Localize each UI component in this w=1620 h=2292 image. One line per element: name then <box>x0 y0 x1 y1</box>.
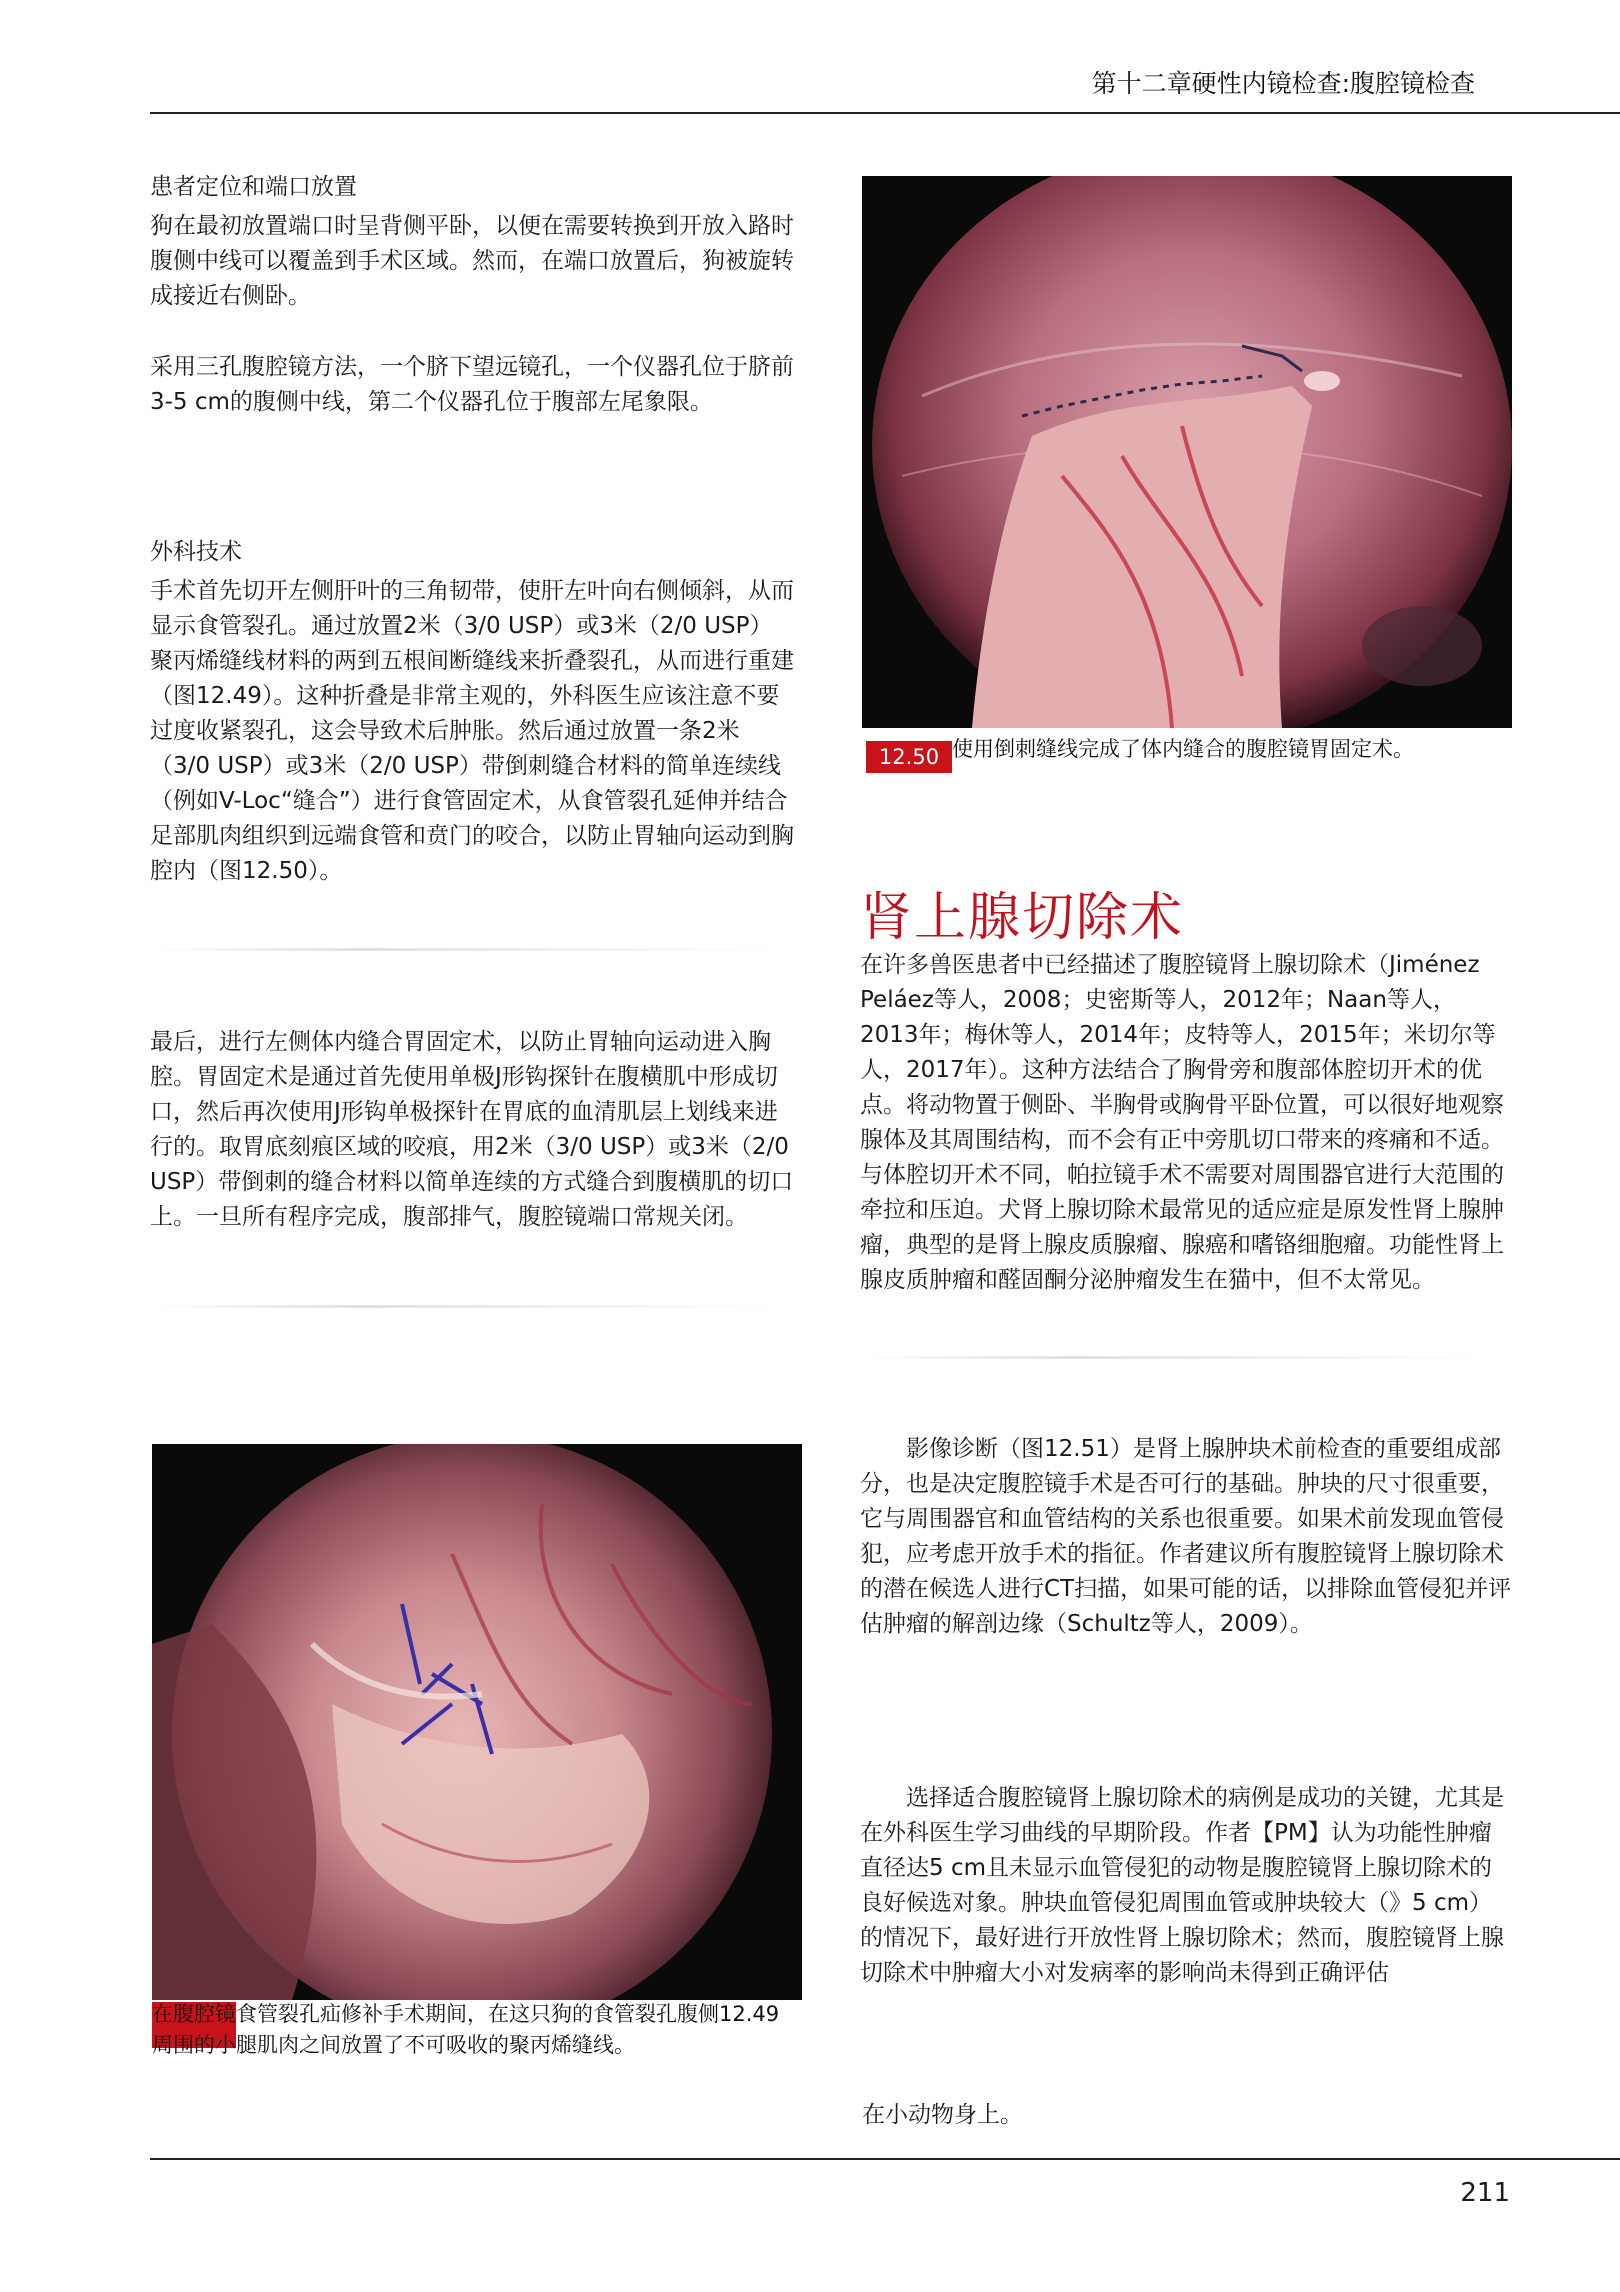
figure-12-50-number: 12.50 <box>866 741 952 773</box>
section-heading-positioning: 患者定位和端口放置 <box>150 174 357 200</box>
scan-artifact <box>150 948 790 951</box>
section-heading-technique: 外科技术 <box>150 539 242 565</box>
paragraph-positioning: 狗在最初放置端口时呈背侧平卧，以便在需要转换到开放入路时腹侧中线可以覆盖到手术区域。然而，在端口放置后，狗被旋转成接近右侧卧。 <box>150 213 794 309</box>
paragraph-case-selection-continued: 在小动物身上。 <box>862 2102 1023 2128</box>
paragraph-adrenalectomy-intro: 在许多兽医患者中已经描述了腹腔镜肾上腺切除术（Jiménez Peláez等人，2008；史密斯等人，2012年；Naan等人，2013年；梅休等人，2014年；皮特等人，2015年；米切尔等人，2017年）。这种方法结合了胸骨旁和腹部体腔切开术的优点。将动物置于侧卧、半胸骨或胸骨平卧位置，可以很好地观察腺体及其周围结构，而不会有正中旁肌切口带来的疼痛和不适。与体腔切开术不同，帕拉镜手术不需要对周围器官进行大范围的牵拉和压迫。犬肾上腺切除术最常见的适应症是原发性肾上腺肿瘤，典型的是肾上腺皮质腺瘤、腺癌和嗜铬细胞瘤。功能性肾上腺皮质肿瘤和醛固酮分泌肿瘤发生在猫中，但不太常见。 <box>860 952 1504 1293</box>
header-rule <box>150 112 1620 114</box>
figure-12-49-caption: 在腹腔镜食管裂孔疝修补手术期间，在这只狗的食管裂孔腹侧12.49周围的小腿肌肉之间放置了不可吸收的聚丙烯缝线。 <box>152 2002 780 2057</box>
footer-rule <box>150 2158 1620 2160</box>
paragraph-technique: 手术首先切开左侧肝叶的三角韧带，使肝左叶向右侧倾斜，从而显示食管裂孔。通过放置2米（3/0 USP）或3米（2/0 USP）聚丙烯缝线材料的两到五根间断缝线来折叠裂孔，从而进行重建（图12.49）。这种折叠是非常主观的，外科医生应该注意不要过度收紧裂孔，这会导致术后肿胀。然后通过放置一条2米（3/0 USP）或3米（2/0 USP）带倒刺缝合材料的简单连续线（例如V-Loc“缝合”）进行食管固定术，从食管裂孔延伸并结合足部肌肉组织到远端食管和贲门的咬合，以防止胃轴向运动到胸腔内（图12.50）。 <box>150 578 794 884</box>
paragraph-ports: 采用三孔腹腔镜方法，一个脐下望远镜孔，一个仪器孔位于脐前3-5 cm的腹侧中线，第二个仪器孔位于腹部左尾象限。 <box>150 354 794 415</box>
paragraph-case-selection: 选择适合腹腔镜肾上腺切除术的病例是成功的关键，尤其是在外科医生学习曲线的早期阶段。作者【PM】认为功能性肿瘤直径达5 cm且未显示血管侵犯的动物是腹腔镜肾上腺切除术的良好候选对象。肿块血管侵犯周围血管或肿块较大（》5 cm）的情况下，最好进行开放性肾上腺切除术；然而，腹腔镜肾上腺切除术中肿瘤大小对发病率的影响尚未得到正确评估 <box>860 1785 1504 1986</box>
paragraph-imaging: 影像诊断（图12.51）是肾上腺肿块术前检查的重要组成部分，也是决定腹腔镜手术是否可行的基础。肿块的尺寸很重要，它与周围器官和血管结构的关系也很重要。如果术前发现血管侵犯，应考虑开放手术的指征。作者建议所有腹腔镜肾上腺切除术的潜在候选人进行CT扫描，如果可能的话，以排除血管侵犯并评估肿瘤的解剖边缘（Schultz等人，2009）。 <box>860 1436 1512 1637</box>
section-title-adrenalectomy: 肾上腺切除术 <box>860 888 1185 948</box>
figure-12-49-image <box>152 1444 802 2000</box>
scan-artifact <box>150 1305 790 1308</box>
figure-12-50-caption: 使用倒刺缝线完成了体内缝合的腹腔镜胃固定术。 <box>952 737 1414 761</box>
figure-12-50-image <box>862 176 1512 728</box>
page-number: 211 <box>1460 2178 1510 2208</box>
paragraph-gastropexy: 最后，进行左侧体内缝合胃固定术，以防止胃轴向运动进入胸腔。胃固定术是通过首先使用单极J形钩探针在腹横肌中形成切口，然后再次使用J形钩单极探针在胃底的血清肌层上划线来进行的。取胃底刻痕区域的咬痕，用2米（3/0 USP）或3米（2/0 USP）带倒刺的缝合材料以简单连续的方式缝合到腹横肌的切口上。一旦所有程序完成，腹部排气，腹腔镜端口常规关闭。 <box>150 1029 794 1230</box>
scan-artifact <box>860 1356 1500 1359</box>
chapter-title: 第十二章硬性内镜检查:腹腔镜检查 <box>1091 69 1475 98</box>
